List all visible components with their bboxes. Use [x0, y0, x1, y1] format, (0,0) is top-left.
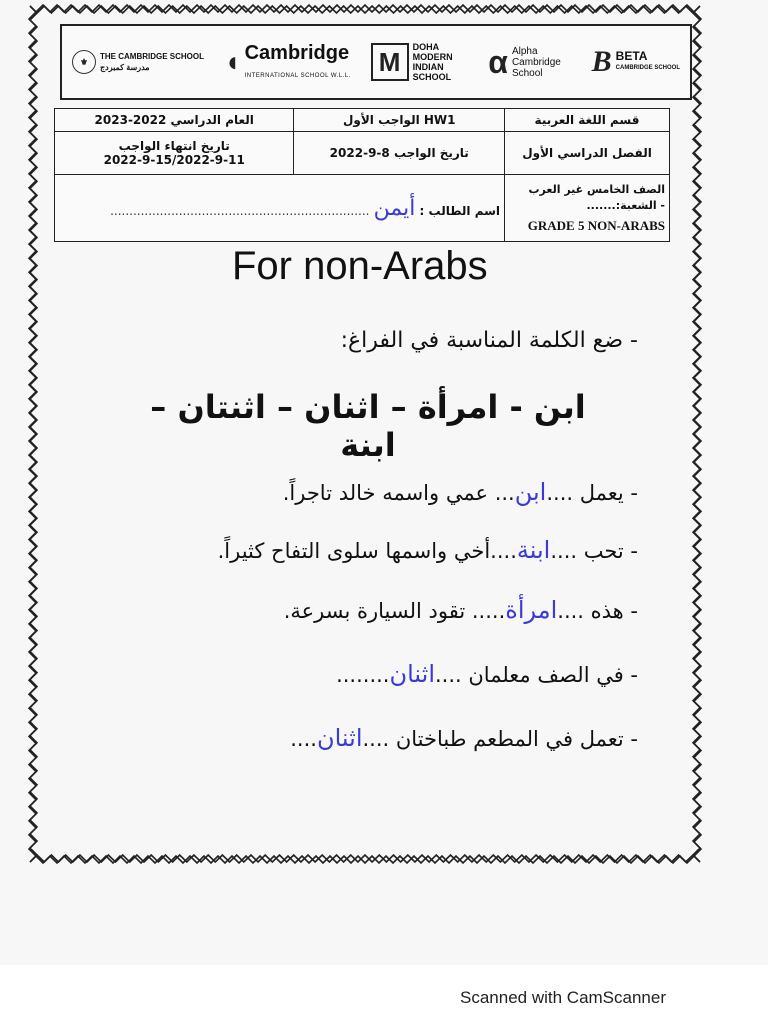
- question-2: [218, 536, 638, 564]
- q1-answer-handwritten: ابن: [514, 478, 547, 506]
- homework-info-table: [54, 108, 670, 242]
- student-name-cell: [55, 175, 505, 242]
- due-dates: 2022-9-15/2022-9-11: [103, 153, 245, 168]
- zigzag-edge: [29, 12, 36, 856]
- alpha-cambridge-name: Alpha Cambridge School: [511, 45, 561, 79]
- q1-after: ... عمي واسمه خالد تاجراً.: [282, 481, 515, 505]
- cambridge-school-logo: [72, 50, 204, 74]
- student-label: اسم الطالب :: [419, 203, 501, 218]
- cambridge-school-name: THE CAMBRIDGE SCHOOL: [100, 52, 204, 61]
- question-4: [336, 660, 638, 688]
- section-label: - الشعبة:.......: [586, 199, 665, 212]
- term-cell: الفصل الدراسي الأول: [505, 132, 670, 175]
- due-cell: [55, 132, 294, 175]
- due-label: تاريخ انتهاء الواجب: [118, 139, 230, 154]
- page-title: For non-Arabs: [232, 244, 488, 288]
- q2-after: ....أخي واسمها سلوى التفاح كثيراً.: [217, 539, 517, 563]
- q3-after: ..... تقود السيارة بسرعة.: [283, 599, 506, 623]
- student-dots: ....................................................................: [110, 203, 370, 218]
- hw-date-cell: تاريخ الواجب 8-9-2022: [294, 132, 505, 175]
- doha-modern-name: DOHA MODERN INDIAN SCHOOL: [412, 42, 453, 82]
- q4-after: ........: [336, 663, 390, 687]
- q5-after: ....: [290, 727, 317, 751]
- beta-cambridge-logo: [592, 45, 680, 79]
- cambridge-intl-name: Cambridge: [244, 41, 350, 64]
- cambridge-international-logo: [224, 43, 351, 82]
- alpha-icon: α: [488, 43, 508, 80]
- question-5: [290, 724, 638, 752]
- cambridge-c-icon: ◖: [223, 46, 241, 77]
- instruction-text: - ضع الكلمة المناسبة في الفراغ:: [340, 328, 638, 353]
- cambridge-school-name-ar: مدرسة كمبردج: [100, 63, 150, 72]
- word-bank: ابن - امرأة – اثنان – اثنتان – ابنة: [150, 388, 586, 464]
- zigzag-edge: [36, 5, 694, 12]
- m-shield-icon: M: [371, 43, 409, 81]
- dept-cell: قسم اللغة العربية: [505, 109, 670, 132]
- camscanner-watermark: Scanned with CamScanner: [460, 988, 667, 1007]
- year-cell: العام الدراسي 2022-2023: [55, 109, 294, 132]
- beta-name: BETA: [615, 49, 648, 63]
- crest-icon: ⚜: [72, 50, 96, 74]
- hw-cell: HW1 الواجب الأول: [294, 109, 505, 132]
- q3-before: - هذه ....: [557, 599, 638, 623]
- zigzag-edge: [36, 856, 694, 863]
- doha-modern-logo: [371, 42, 469, 82]
- zigzag-edge: [694, 12, 701, 856]
- q2-before: - تحب ....: [550, 539, 638, 563]
- beta-sub: CAMBRIDGE SCHOOL: [615, 65, 680, 71]
- q2-answer-handwritten: ابنة: [516, 536, 551, 564]
- cambridge-intl-sub: INTERNATIONAL SCHOOL W.L.L.: [244, 72, 351, 79]
- grade-cell: [505, 175, 670, 242]
- alpha-cambridge-logo: [488, 44, 572, 81]
- grade-ar: الصف الخامس غير العرب: [528, 183, 665, 196]
- grade-en: GRADE 5 NON-ARABS: [527, 218, 665, 233]
- question-1: [283, 478, 638, 506]
- q5-before: - تعمل في المطعم طباختان ....: [362, 727, 638, 751]
- student-name-handwritten: أيمن: [373, 195, 416, 221]
- beta-b-icon: B: [591, 45, 612, 78]
- q4-answer-handwritten: اثنان: [389, 660, 435, 688]
- question-3: [284, 596, 638, 624]
- school-logos-bar: [60, 24, 692, 100]
- q5-answer-handwritten: اثنان: [316, 724, 363, 752]
- q1-before: - يعمل ....: [546, 481, 638, 505]
- q4-before: - في الصف معلمان ....: [435, 663, 638, 687]
- q3-answer-handwritten: امرأة: [505, 596, 558, 624]
